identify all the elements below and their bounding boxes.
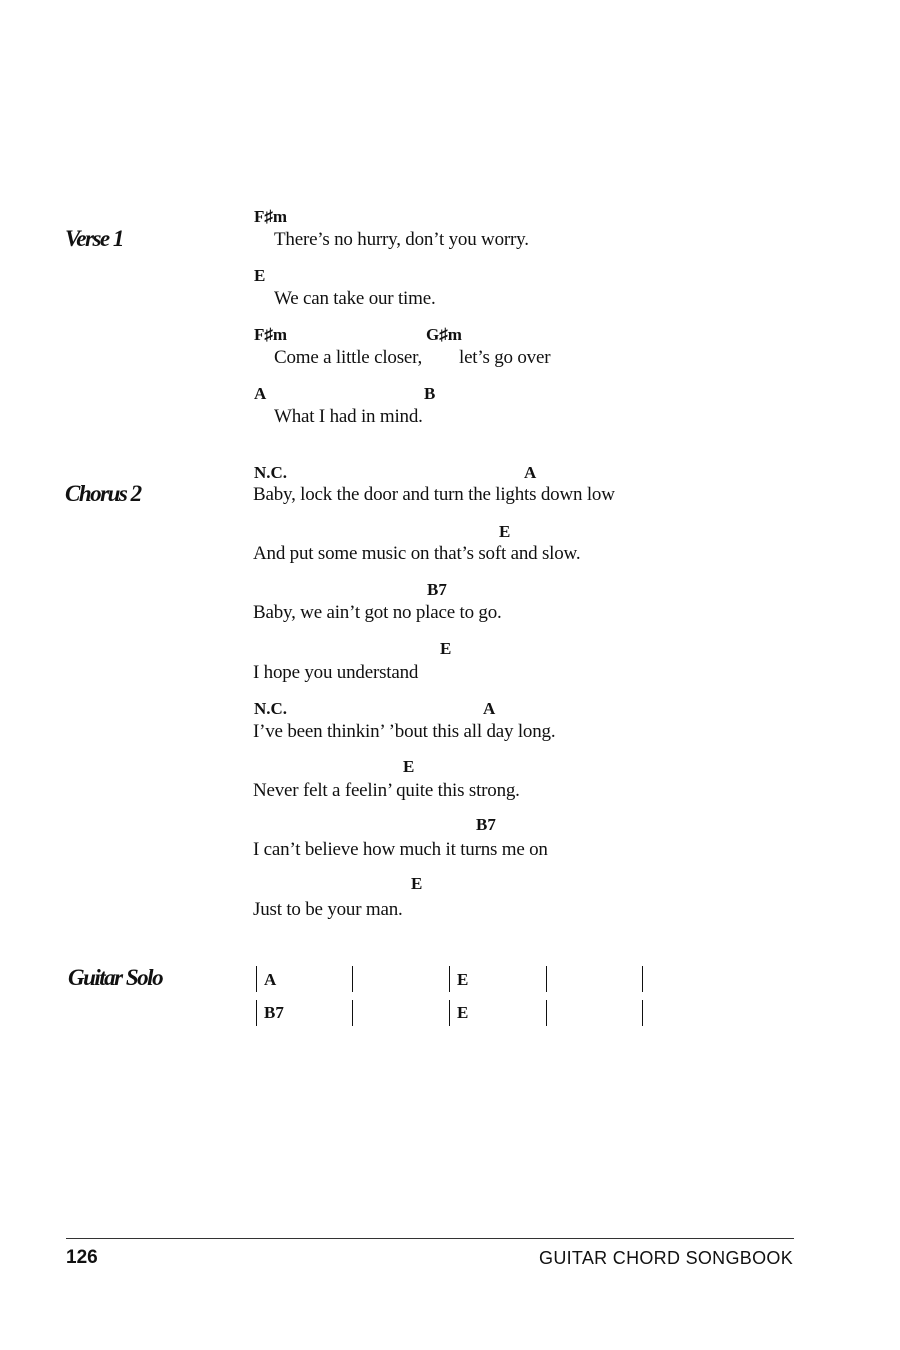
- chord: N.C.: [254, 463, 288, 482]
- lyric-line: I’ve been thinkin’ ’bout this all day long.: [253, 721, 556, 742]
- lyric-line: What I had in mind.: [274, 406, 423, 427]
- section-label-guitar-solo: Guitar Solo: [68, 965, 163, 990]
- chord: E: [499, 522, 511, 541]
- book-title: GUITAR CHORD SONGBOOK: [539, 1248, 793, 1268]
- lyric-line: I hope you understand: [253, 662, 419, 683]
- lyric-line: Come a little closer,: [274, 347, 423, 368]
- lyric-line: Baby, we ain’t got no place to go.: [253, 602, 502, 623]
- bar-line: [642, 966, 643, 992]
- chord: B7: [427, 580, 447, 599]
- bar-line: [449, 1000, 450, 1026]
- lyric-line: let’s go over: [459, 347, 551, 368]
- bar-line: [449, 966, 450, 992]
- section-label-chorus-2: Chorus 2: [65, 481, 141, 506]
- bar-line: [546, 966, 547, 992]
- lyric-line: I can’t believe how much it turns me on: [253, 839, 548, 860]
- chord: A: [264, 970, 277, 989]
- lyric-line: We can take our time.: [274, 288, 436, 309]
- chord: E: [457, 970, 469, 989]
- chord: N.C.: [254, 699, 288, 718]
- bar-line: [546, 1000, 547, 1026]
- bar-line: [352, 1000, 353, 1026]
- lyric-line: Never felt a feelin’ quite this strong.: [253, 780, 520, 801]
- page-number: 126: [66, 1247, 98, 1268]
- chord: F♯m: [254, 207, 288, 226]
- chord: A: [254, 384, 267, 403]
- chord: E: [411, 874, 423, 893]
- chord: B: [424, 384, 436, 403]
- bar-line: [256, 966, 257, 992]
- chord: E: [440, 639, 452, 658]
- chord: B7: [476, 815, 496, 834]
- chord: F♯m: [254, 325, 288, 344]
- lyric-line: There’s no hurry, don’t you worry.: [274, 229, 529, 250]
- bar-line: [352, 966, 353, 992]
- chord: G♯m: [426, 325, 462, 344]
- chord: A: [483, 699, 496, 718]
- chord: E: [457, 1003, 469, 1022]
- bar-line: [256, 1000, 257, 1026]
- chord: E: [403, 757, 415, 776]
- footer-divider: [66, 1238, 794, 1239]
- section-label-verse-1: Verse 1: [65, 226, 123, 251]
- chord: A: [524, 463, 537, 482]
- chord: E: [254, 266, 266, 285]
- bar-line: [642, 1000, 643, 1026]
- chord: B7: [264, 1003, 284, 1022]
- lyric-line: And put some music on that’s soft and slow.: [253, 543, 581, 564]
- lyric-line: Just to be your man.: [253, 899, 403, 920]
- lyric-line: Baby, lock the door and turn the lights down low: [253, 484, 615, 505]
